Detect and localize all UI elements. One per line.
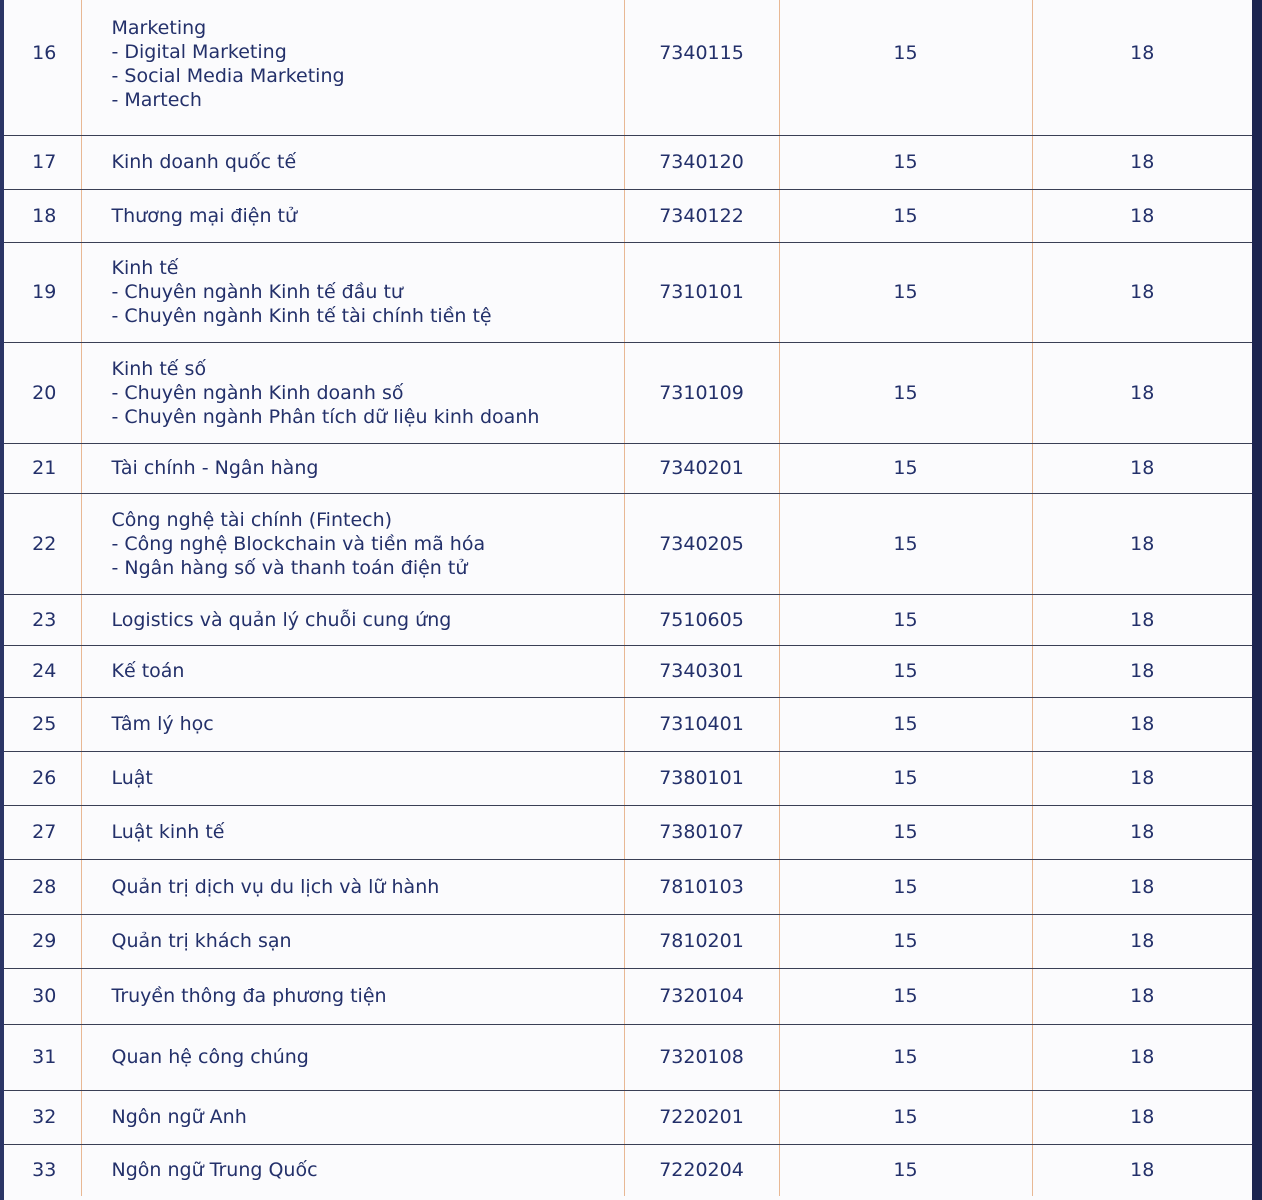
program-specialization: - Martech (111, 89, 202, 111)
row-number: 26 (4, 751, 81, 805)
program-code: 7340122 (624, 189, 779, 242)
score-column-2: 18 (1032, 1144, 1252, 1196)
program-code: 7320104 (624, 968, 779, 1024)
program-title: Kinh doanh quốc tế (111, 151, 297, 173)
document-sheet (4, 0, 1252, 1200)
program-title: Luật (111, 767, 153, 789)
program-name (81, 135, 624, 189)
score-column-1: 15 (779, 342, 1032, 443)
program-name (81, 594, 624, 645)
row-number: 20 (4, 342, 81, 443)
table-row (4, 751, 1252, 805)
score-column-1: 15 (779, 968, 1032, 1024)
score-column-1: 15 (779, 594, 1032, 645)
program-specialization: - Công nghệ Blockchain và tiền mã hóa (111, 532, 486, 555)
row-number: 21 (4, 443, 81, 493)
row-number: 30 (4, 968, 81, 1024)
program-specialization: - Digital Marketing (111, 41, 287, 63)
score-column-1: 15 (779, 242, 1032, 342)
program-title: Công nghệ tài chính (Fintech) (111, 508, 393, 531)
program-title: Logistics và quản lý chuỗi cung ứng (111, 608, 452, 631)
program-title: Thương mại điện tử (111, 204, 298, 227)
score-column-1: 15 (779, 493, 1032, 594)
program-code: 7220204 (624, 1144, 779, 1196)
table-row (4, 1144, 1252, 1196)
row-number: 32 (4, 1090, 81, 1144)
program-name (81, 1090, 624, 1144)
row-number: 22 (4, 493, 81, 594)
score-column-1: 15 (779, 859, 1032, 914)
program-code: 7810103 (624, 859, 779, 914)
score-column-2: 18 (1032, 443, 1252, 493)
row-number: 17 (4, 135, 81, 189)
program-code: 7220201 (624, 1090, 779, 1144)
program-name (81, 0, 624, 135)
row-number: 16 (4, 0, 81, 135)
score-column-2: 18 (1032, 135, 1252, 189)
score-column-2: 18 (1032, 1090, 1252, 1144)
score-column-1: 15 (779, 645, 1032, 697)
program-name (81, 342, 624, 443)
program-name (81, 751, 624, 805)
program-code: 7320108 (624, 1024, 779, 1090)
row-number: 18 (4, 189, 81, 242)
score-column-2: 18 (1032, 1024, 1252, 1090)
score-column-2: 18 (1032, 697, 1252, 751)
score-column-2: 18 (1032, 859, 1252, 914)
program-name (81, 859, 624, 914)
score-column-1: 15 (779, 1090, 1032, 1144)
program-title: Kinh tế (111, 257, 179, 279)
table-row (4, 859, 1252, 914)
program-code: 7340120 (624, 135, 779, 189)
row-number: 33 (32, 1159, 57, 1182)
table-row (4, 342, 1252, 443)
program-title: Quản trị khách sạn (111, 930, 292, 952)
program-code: 7340301 (624, 645, 779, 697)
program-name (81, 645, 624, 697)
program-code: 7310109 (624, 342, 779, 443)
program-name (81, 189, 624, 242)
program-name (81, 697, 624, 751)
program-specialization: - Chuyên ngành Kinh tế đầu tư (111, 281, 403, 303)
program-name (81, 493, 624, 594)
score-column-1: 15 (779, 1144, 1032, 1196)
row-number: 24 (4, 645, 81, 697)
program-title: Truyền thông đa phương tiện (111, 985, 387, 1007)
score-column-1: 15 (779, 443, 1032, 493)
row-number: 29 (4, 914, 81, 968)
program-title: Kế toán (111, 660, 185, 682)
program-name (81, 914, 624, 968)
score-column-1: 15 (779, 697, 1032, 751)
program-code: 7340115 (624, 0, 779, 135)
score-column-1: 15 (779, 1024, 1032, 1090)
score-column-2: 18 (1032, 594, 1252, 645)
program-name (81, 805, 624, 859)
table-row (4, 1090, 1252, 1144)
program-specialization: - Social Media Marketing (111, 65, 345, 87)
program-title: Ngôn ngữ Anh (111, 1106, 247, 1128)
table-row (4, 968, 1252, 1024)
score-column-2: 18 (1032, 805, 1252, 859)
row-number: 28 (4, 859, 81, 914)
row-number: 23 (4, 594, 81, 645)
score-column-2: 18 (1032, 342, 1252, 443)
program-code: 7340201 (624, 443, 779, 493)
table-row (4, 242, 1252, 342)
row-number: 25 (4, 697, 81, 751)
program-title: Luật kinh tế (111, 821, 225, 843)
program-title: Tâm lý học (111, 713, 214, 735)
program-name (81, 1144, 624, 1196)
score-column-2: 18 (1032, 751, 1252, 805)
table-row (4, 697, 1252, 751)
program-title: Marketing (111, 17, 207, 39)
score-column-2: 18 (1032, 493, 1252, 594)
table-row (4, 443, 1252, 493)
program-title: Ngôn ngữ Trung Quốc (111, 1159, 318, 1182)
table-row (4, 914, 1252, 968)
row-number: 27 (4, 805, 81, 859)
program-name (81, 443, 624, 493)
program-code: 7340205 (624, 493, 779, 594)
table-row (4, 594, 1252, 645)
row-number: 19 (4, 242, 81, 342)
program-title: Kinh tế số (111, 357, 207, 380)
score-column-1: 15 (779, 135, 1032, 189)
program-specialization: - Chuyên ngành Kinh doanh số (111, 381, 404, 404)
program-title: Tài chính - Ngân hàng (111, 457, 319, 479)
program-specialization: - Chuyên ngành Kinh tế tài chính tiền tệ (111, 305, 492, 327)
table-row (4, 0, 1252, 135)
table-row (4, 1024, 1252, 1090)
score-column-2: 18 (1032, 242, 1252, 342)
score-column-1: 15 (779, 914, 1032, 968)
program-specialization: - Chuyên ngành Phân tích dữ liệu kinh doanh (111, 405, 540, 428)
program-code: 7510605 (624, 594, 779, 645)
table-row (4, 645, 1252, 697)
program-name (81, 1024, 624, 1090)
score-column-1: 15 (779, 751, 1032, 805)
program-title: Quản trị dịch vụ du lịch và lữ hành (111, 875, 440, 898)
table-body (4, 0, 1252, 1196)
score-column-2: 18 (1032, 645, 1252, 697)
program-code: 7310101 (624, 242, 779, 342)
program-specialization: - Ngân hàng số và thanh toán điện tử (111, 556, 468, 579)
program-code: 7310401 (624, 697, 779, 751)
program-name (81, 968, 624, 1024)
table-row (4, 805, 1252, 859)
score-column-2: 18 (1032, 968, 1252, 1024)
program-code: 7380101 (624, 751, 779, 805)
row-number: 31 (4, 1024, 81, 1090)
program-code: 7810201 (624, 914, 779, 968)
score-column-2: 18 (1032, 189, 1252, 242)
score-column-1: 15 (779, 805, 1032, 859)
program-title: Quan hệ công chúng (111, 1046, 309, 1068)
program-code: 7380107 (624, 805, 779, 859)
score-column-2: 18 (1032, 914, 1252, 968)
table-row (4, 493, 1252, 594)
score-column-2: 18 (1032, 0, 1252, 135)
table-row (4, 189, 1252, 242)
score-column-1: 15 (779, 189, 1032, 242)
admission-table (4, 0, 1252, 1196)
table-row (4, 135, 1252, 189)
score-column-1: 15 (779, 0, 1032, 135)
program-name (81, 242, 624, 342)
